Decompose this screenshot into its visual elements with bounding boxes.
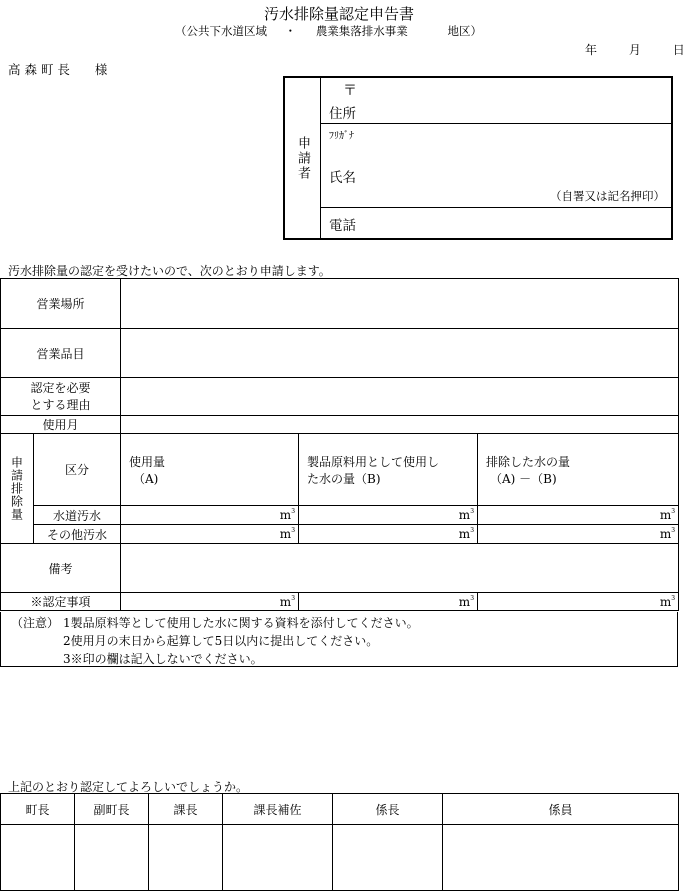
name-label: 氏名 bbox=[329, 170, 356, 186]
phone-label: 電話 bbox=[329, 218, 356, 234]
declared-amount-label: 申請排除量 bbox=[9, 456, 24, 521]
certified-usage-cell: $m^3$ bbox=[121, 593, 299, 611]
approval-text: 上記のとおり認定してよろしいでしょうか。 bbox=[8, 780, 249, 794]
certified-discharged-cell: $m^3$ bbox=[478, 593, 679, 611]
town-manager-header: 町長 bbox=[1, 794, 75, 825]
other-water-material-input[interactable]: $m^3$ bbox=[299, 525, 478, 544]
raw-material-header bbox=[299, 434, 478, 506]
table-row bbox=[1, 378, 679, 416]
note-2: 2使用月の末日から起算して5日以内に提出してください。 bbox=[63, 634, 379, 648]
table-row bbox=[1, 416, 679, 434]
usage-amount-header bbox=[121, 434, 299, 506]
reason-input[interactable] bbox=[121, 378, 679, 416]
other-water-usage-input[interactable]: $m^3$ bbox=[121, 525, 299, 544]
note-1: 1製品原料等として使用した水に関する資料を添付してください。 bbox=[63, 616, 419, 630]
subtitle-separator: ・ bbox=[284, 24, 297, 38]
table-row bbox=[1, 506, 679, 525]
deputy-seal[interactable] bbox=[75, 825, 149, 891]
table-row bbox=[1, 525, 679, 544]
declaration-table bbox=[0, 278, 679, 611]
addressee: 高 森 町 長 様 bbox=[8, 62, 108, 77]
discharged-header-line2: （A) －（B) bbox=[490, 472, 557, 486]
name-field[interactable] bbox=[321, 124, 671, 208]
date-month: 月 bbox=[628, 43, 641, 57]
subtitle-district: 地区） bbox=[447, 24, 482, 38]
address-field[interactable] bbox=[321, 78, 671, 124]
subsection-chief-seal[interactable] bbox=[333, 825, 443, 891]
approval-table bbox=[0, 793, 679, 891]
seal-note: （自署又は記名押印） bbox=[550, 189, 665, 203]
business-place-input[interactable] bbox=[121, 279, 679, 329]
discharged-header bbox=[478, 434, 679, 506]
raw-material-header-line2: た水の量（B) bbox=[307, 472, 381, 486]
reason-label bbox=[1, 378, 121, 416]
town-manager-seal[interactable] bbox=[1, 825, 75, 891]
reason-label-line1: 認定を必要 bbox=[30, 380, 91, 395]
remarks-label: 備考 bbox=[1, 544, 121, 593]
lead-text: 汚水排除量の認定を受けたいので、次のとおり申請します。 bbox=[8, 264, 331, 278]
phone-field[interactable] bbox=[321, 208, 671, 238]
certified-material-cell: $m^3$ bbox=[299, 593, 478, 611]
usage-amount-header-line1: 使用量 bbox=[129, 455, 166, 469]
date-year: 年 bbox=[585, 43, 598, 57]
postal-mark: 〒 bbox=[343, 83, 357, 99]
other-water-label: その他汚水 bbox=[34, 525, 121, 544]
month-used-input[interactable] bbox=[121, 416, 679, 434]
declared-amount-label-cell bbox=[1, 434, 34, 544]
water-supply-label: 水道汚水 bbox=[34, 506, 121, 525]
address-label: 住所 bbox=[329, 106, 356, 122]
water-supply-discharged-input[interactable]: $m^3$ bbox=[478, 506, 679, 525]
remarks-input[interactable] bbox=[121, 544, 679, 593]
applicant-label: 申請者 bbox=[295, 135, 310, 181]
business-place-label: 営業場所 bbox=[1, 279, 121, 329]
applicant-box bbox=[283, 76, 673, 240]
business-items-input[interactable] bbox=[121, 329, 679, 378]
furigana-label: ﾌﾘｶﾞﾅ bbox=[329, 131, 354, 142]
form-title: 汚水排除量認定申告書 bbox=[263, 5, 414, 23]
table-row bbox=[1, 825, 679, 891]
table-row bbox=[1, 434, 679, 506]
assistant-chief-header: 課長補佐 bbox=[223, 794, 333, 825]
table-row bbox=[1, 279, 679, 329]
staff-header: 係員 bbox=[443, 794, 679, 825]
raw-material-header-line1: 製品原料用として使用し bbox=[307, 455, 440, 469]
staff-seal[interactable] bbox=[443, 825, 679, 891]
date-day: 日 bbox=[672, 43, 685, 57]
table-row bbox=[1, 794, 679, 825]
date-line bbox=[585, 41, 685, 58]
business-items-label: 営業品目 bbox=[1, 329, 121, 378]
certified-items-label: ※認定事項 bbox=[1, 593, 121, 611]
discharged-header-line1: 排除した水の量 bbox=[486, 455, 571, 469]
water-supply-material-input[interactable]: $m^3$ bbox=[299, 506, 478, 525]
reason-label-line2: とする理由 bbox=[30, 397, 91, 412]
table-row bbox=[1, 544, 679, 593]
subtitle-public-sewer: （公共下水道区域 bbox=[175, 24, 267, 38]
other-water-discharged-input[interactable]: $m^3$ bbox=[478, 525, 679, 544]
water-supply-usage-input[interactable]: $m^3$ bbox=[121, 506, 299, 525]
deputy-header: 副町長 bbox=[75, 794, 149, 825]
section-chief-header: 課長 bbox=[149, 794, 223, 825]
notes-label: （注意） bbox=[11, 616, 60, 630]
assistant-chief-seal[interactable] bbox=[223, 825, 333, 891]
note-3: 3※印の欄は記入しないでください。 bbox=[63, 652, 263, 666]
table-row bbox=[1, 329, 679, 378]
table-row bbox=[1, 593, 679, 611]
subtitle-rural-drainage: 農業集落排水事業 bbox=[315, 24, 408, 38]
month-used-label: 使用月 bbox=[1, 416, 121, 434]
district-line bbox=[175, 23, 482, 39]
usage-amount-header-line2: （A) bbox=[133, 472, 159, 486]
applicant-label-cell bbox=[285, 78, 321, 238]
notes-box bbox=[0, 612, 678, 667]
subsection-chief-header: 係長 bbox=[333, 794, 443, 825]
section-chief-seal[interactable] bbox=[149, 825, 223, 891]
category-header: 区分 bbox=[34, 434, 121, 506]
